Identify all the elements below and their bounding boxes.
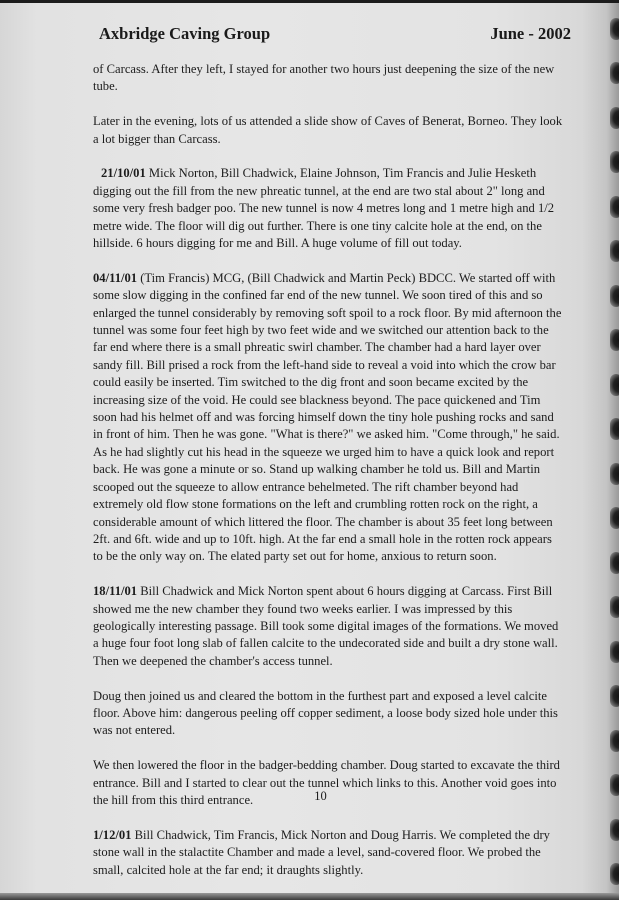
page-bottom-shadow — [0, 893, 619, 900]
page-number: 10 — [314, 789, 327, 803]
binding-hole — [610, 285, 619, 307]
binding-hole — [610, 62, 619, 84]
paragraph-text: Later in the evening, lots of us attended a slide show of Caves of Benerat, Borneo. They look a lot bigger than Carcass. — [93, 114, 563, 146]
binding-hole — [610, 418, 619, 440]
paragraph-text: of Carcass. After they left, I stayed for another two hours just deepening the size of the new tube. — [93, 62, 555, 94]
binding-hole — [610, 329, 619, 351]
log-entry — [93, 270, 563, 566]
paragraph-text: Doug then joined us and cleared the bottom in the furthest part and exposed a level calcite floor. Above him: dangerous peeling off copper sediment, a loose body sized hole under this was not entered. — [93, 688, 558, 738]
binding-hole — [610, 596, 619, 618]
binding-hole — [610, 463, 619, 485]
binding-hole — [610, 641, 619, 663]
log-entry — [93, 827, 563, 879]
paragraph — [93, 113, 563, 148]
binding-hole — [610, 196, 619, 218]
binding-hole — [610, 240, 619, 262]
binding-hole — [610, 685, 619, 707]
binding-hole — [610, 819, 619, 841]
entry-date: 21/10/01 — [101, 166, 146, 181]
binding-hole — [610, 107, 619, 129]
page-header — [99, 24, 571, 46]
binding-hole — [610, 863, 619, 885]
entry-text: Mick Norton, Bill Chadwick, Elaine Johnson, Tim Francis and Julie Hesketh digging out the fill from the new phreatic tunnel, at the end are two stal about 2" long and some very fresh badger poo. The new tunnel is now 4 metres long and 1 metre high and 1/2 metre wide. The floor will dig out further. There is one tiny calcite hole at the end, on the hillside. 6 hours digging for me and Bill. A huge volume of fill out today. — [93, 166, 555, 251]
binding-hole — [610, 507, 619, 529]
binding-hole — [610, 151, 619, 173]
binding-hole — [610, 552, 619, 574]
log-entry — [93, 583, 563, 670]
entry-date: 04/11/01 — [93, 270, 138, 285]
binding-hole — [610, 18, 619, 40]
paragraph — [93, 61, 563, 96]
publication-title: Axbridge Caving Group — [99, 24, 271, 43]
page-top-shadow — [0, 0, 619, 3]
issue-date: June - 2002 — [490, 24, 571, 43]
entry-text: Bill Chadwick, Tim Francis, Mick Norton and Doug Harris. We completed the dry stone wall in the stalactite Chamber and made a level, sand-covered floor. We probed the small, calcited hole at the far end; it draughts slightly. — [93, 827, 550, 877]
binding-hole — [610, 374, 619, 396]
paragraph-text: We then lowered the floor in the badger-bedding chamber. Doug started to excavate the third entrance. Bill and I started to clear out the tunnel which links to this. Another void goes into the hill from this third entrance. — [93, 758, 560, 807]
entry-text: Bill Chadwick and Mick Norton spent about 6 hours digging at Carcass. First Bill showed me the new chamber they found two weeks earlier. I was impressed by this geologically interesting passage. Bill took some digital images of the formations. We moved a huge four foot long slab of fallen calcite to the undecorated side and built a dry stone wall. Then we deepened the chamber's access tunnel. — [93, 584, 559, 668]
entry-date: 1/12/01 — [93, 827, 132, 842]
article-body — [93, 61, 563, 896]
entry-date: 18/11/01 — [93, 584, 138, 599]
binding-hole — [610, 730, 619, 752]
paragraph — [93, 688, 563, 740]
log-entry — [93, 165, 563, 252]
entry-text: (Tim Francis) MCG, (Bill Chadwick and Martin Peck) BDCC. We started off with some slow digging in the confined far end of the new tunnel. We soon tired of this and so enlarged the tunnel considerably by removing soft spoil to a rock floor. By mid afternoon the tunnel was some four feet high by two feet wide and we switched our attention back to the far end where there is a small phreatic swirl chamber. The chamber had a hard layer over sandy fill. Bill prised a rock from the left-hand side to reveal a void into which the crow bar could easily be inserted. Tim switched to the dig front and soon became excited by the increasing size of the void. He could see blackness beyond. The pace quickened and Tim soon had his helmet off and was forcing himself down the tiny hole pushing rocks and sand in front of him. Then he was gone. "What is there?" we asked him. "Come through," he said. As he had slightly cut his head in the squeeze we urged him to have a quick look and report back. He was gone a minute or so. Stand up walking chamber he told us. Bill and Martin scooped out the squeeze to allow entrance behelmeted. The rift chamber beyond had extremely old flow stone formations on the left and crumbling rotten rock on the right, a considerable amount of which littered the floor. The chamber is about 35 feet long between 2ft. and 6ft. wide and up to 10ft. high. At the far end a small hole in the rotten rock appears to be the only way on. The elated party set out for home, anxious to return soon. — [93, 270, 562, 564]
